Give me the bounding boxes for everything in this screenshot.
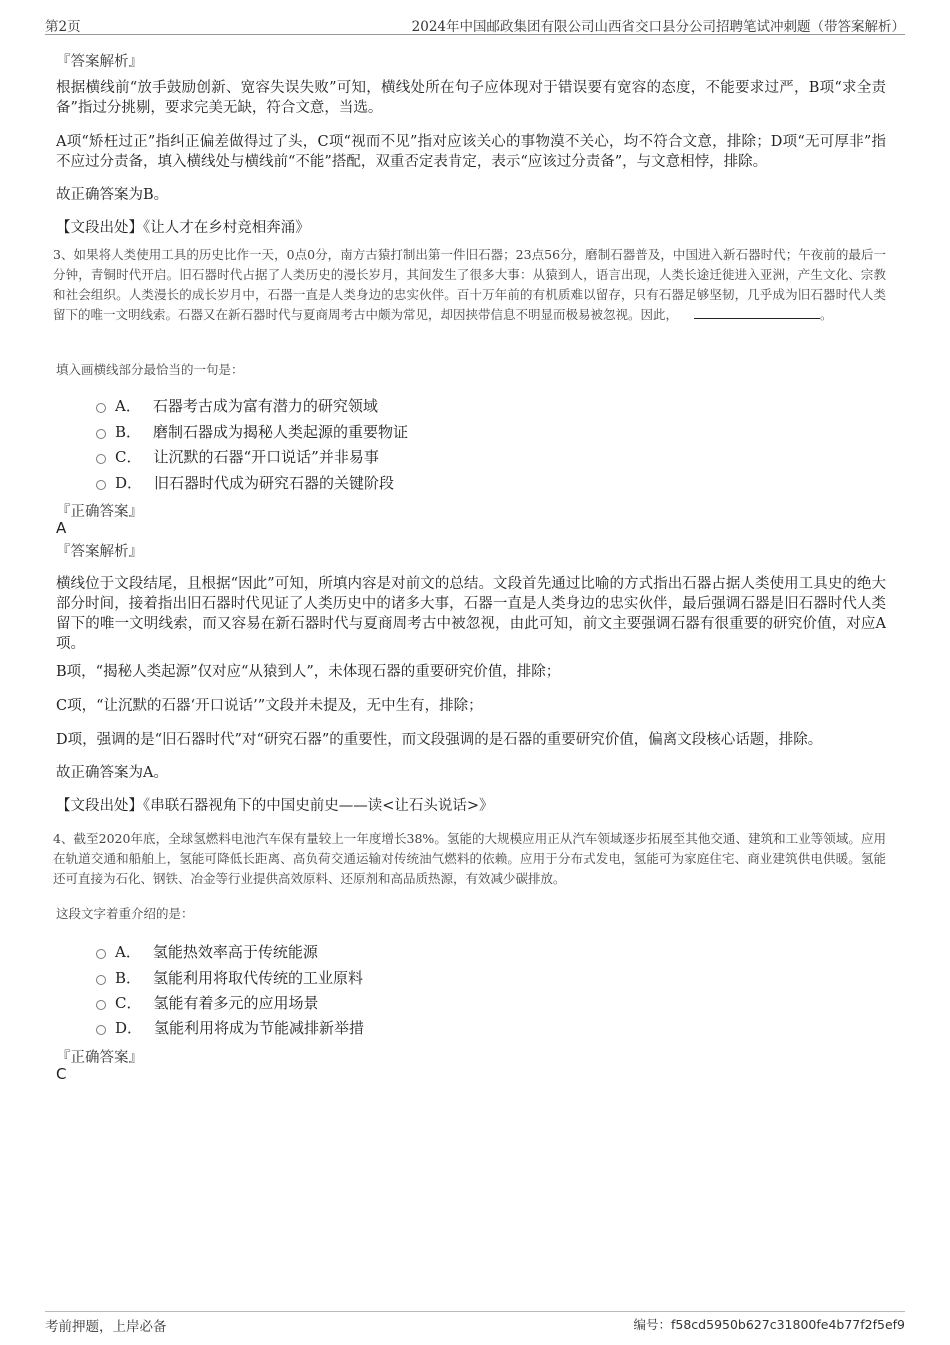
- q3-analysis-para-4: D项，强调的是“旧石器时代”对“研究石器”的重要性，而文段强调的是石器的重要研究价值，偏离文段核心话题，排除。: [56, 732, 823, 748]
- document-title: 2024年中国邮政集团有限公司山西省交口县分公司招聘笔试冲刺题（带答案解析）: [411, 19, 905, 35]
- q3-analysis-para-1: 横线位于文段结尾，且根据“因此”可知，所填内容是对前文的总结。文段首先通过比喻的方式指出石器占据人类使用工具史的绝大部分时间，接着指出旧石器时代见证了人类历史中的诸多大事，石器一直是人类身边的忠实伙伴，最后强调石器是旧石器时代人类留下的唯一文明线索，而又容易在新石器时代与夏商周考古中被忽视，由此可知，前文主要强调石器有很重要的研究价值，对应A项。: [56, 576, 886, 652]
- q3-option-c[interactable]: C． 让沉默的石器“开口说话”并非易事: [96, 445, 379, 467]
- q2-analysis-para-1: 根据横线前“放手鼓励创新、宽容失误失败”可知，横线处所在句子应体现对于错误要有宽容的态度，不能要求过严，B项“求全责备”指过分挑剔，要求完美无缺，符合文意，当选。: [56, 80, 886, 116]
- q4-option-d[interactable]: D． 氢能利用将成为节能减排新举措: [96, 1016, 364, 1038]
- q2-conclusion: 故正确答案为B。: [56, 187, 169, 203]
- q3-option-a[interactable]: A． 石器考古成为富有潜力的研究领域: [96, 394, 378, 416]
- q4-prompt: 这段文字着重介绍的是：: [56, 906, 194, 921]
- q3-answer-label: 『正确答案』: [56, 504, 143, 520]
- q3-analysis-para-3: C项，“让沉默的石器‘开口说话’”文段并未提及，无中生有，排除；: [56, 698, 483, 714]
- q4-option-c[interactable]: C． 氢能有着多元的应用场景: [96, 991, 319, 1013]
- q3-passage: [53, 245, 886, 325]
- radio-icon[interactable]: [96, 1000, 106, 1010]
- q2-analysis-para-2: A项“矫枉过正”指纠正偏差做得过了头，C项“视而不见”指对应该关心的事物漠不关心，均不符合文意，排除；D项“无可厚非”指不应过分责备，填入横线处与横线前“不能”搭配，双重否定表肯定，表示“应该过分责备”，与文意相悖，排除。: [56, 134, 886, 170]
- page-footer: [45, 1311, 905, 1334]
- q3-prompt: 填入画横线部分最恰当的一句是：: [56, 362, 244, 377]
- q2-analysis-label: 『答案解析』: [56, 54, 143, 70]
- q3-analysis-label: 『答案解析』: [56, 544, 143, 560]
- radio-icon[interactable]: [96, 949, 106, 959]
- q3-answer: A: [56, 519, 67, 537]
- q3-passage-text: 3、如果将人类使用工具的历史比作一天，0点0分，南方古猿打制出第一件旧石器；23点56分，磨制石器普及，中国进入新石器时代；午夜前的最后一分钟，青铜时代开启。旧石器时代占据了人类历史的漫长岁月，其间发生了很多大事：从猿到人，语言出现，人类长途迁徙进入亚洲，产生文化、宗教和社会组织。人类漫长的成长岁月中，石器一直是人类身边的忠实伙伴。百十万年前的有机质难以留存，只有石器足够坚韧，几乎成为旧石器时代人类留下的唯一文明线索。石器又在新石器时代与夏商周考古中颇为常见，却因挟带信息不明显而极易被忽视。因此，: [53, 247, 886, 322]
- q3-passage-end: 。: [820, 307, 833, 322]
- radio-icon[interactable]: [96, 480, 106, 490]
- radio-icon[interactable]: [96, 429, 106, 439]
- q3-option-d[interactable]: D． 旧石器时代成为研究石器的关键阶段: [96, 471, 394, 493]
- radio-icon[interactable]: [96, 403, 106, 413]
- page-header: [45, 14, 905, 35]
- radio-icon[interactable]: [96, 1025, 106, 1035]
- radio-icon[interactable]: [96, 975, 106, 985]
- q2-source: 【文段出处】《让人才在乡村竞相奔涌》: [56, 220, 310, 236]
- q4-passage: 4、截至2020年底，全球氢燃料电池汽车保有量较上一年度增长38%。氢能的大规模应用正从汽车领域逐步拓展至其他交通、建筑和工业等领域。应用在轨道交通和船舶上，氢能可降低长距离、高负荷交通运输对传统油气燃料的依赖。应用于分布式发电，氢能可为家庭住宅、商业建筑供电供暖。氢能还可直接为石化、钢铁、冶金等行业提供高效原料、还原剂和高品质热源，有效减少碳排放。: [53, 831, 886, 886]
- q4-option-a[interactable]: A． 氢能热效率高于传统能源: [96, 940, 318, 962]
- q4-option-b[interactable]: B． 氢能利用将取代传统的工业原料: [96, 966, 363, 988]
- q3-conclusion: 故正确答案为A。: [56, 765, 168, 781]
- page-number: 第2页: [45, 19, 81, 35]
- footer-slogan: 考前押题，上岸必备: [45, 1319, 167, 1335]
- q3-option-b[interactable]: B． 磨制石器成为揭秘人类起源的重要物证: [96, 420, 408, 442]
- q3-source: 【文段出处】《串联石器视角下的中国史前史——读<让石头说话>》: [56, 798, 494, 814]
- q3-analysis-para-2: B项，“揭秘人类起源”仅对应“从猿到人”，未体现石器的重要研究价值，排除；: [56, 664, 561, 680]
- q4-answer-label: 『正确答案』: [56, 1050, 143, 1066]
- radio-icon[interactable]: [96, 454, 106, 464]
- q3-blank: [694, 306, 820, 319]
- q4-answer: C: [56, 1065, 67, 1083]
- document-code: 编号：f58cd5950b627c31800fe4b77f2f5ef9: [633, 1317, 905, 1332]
